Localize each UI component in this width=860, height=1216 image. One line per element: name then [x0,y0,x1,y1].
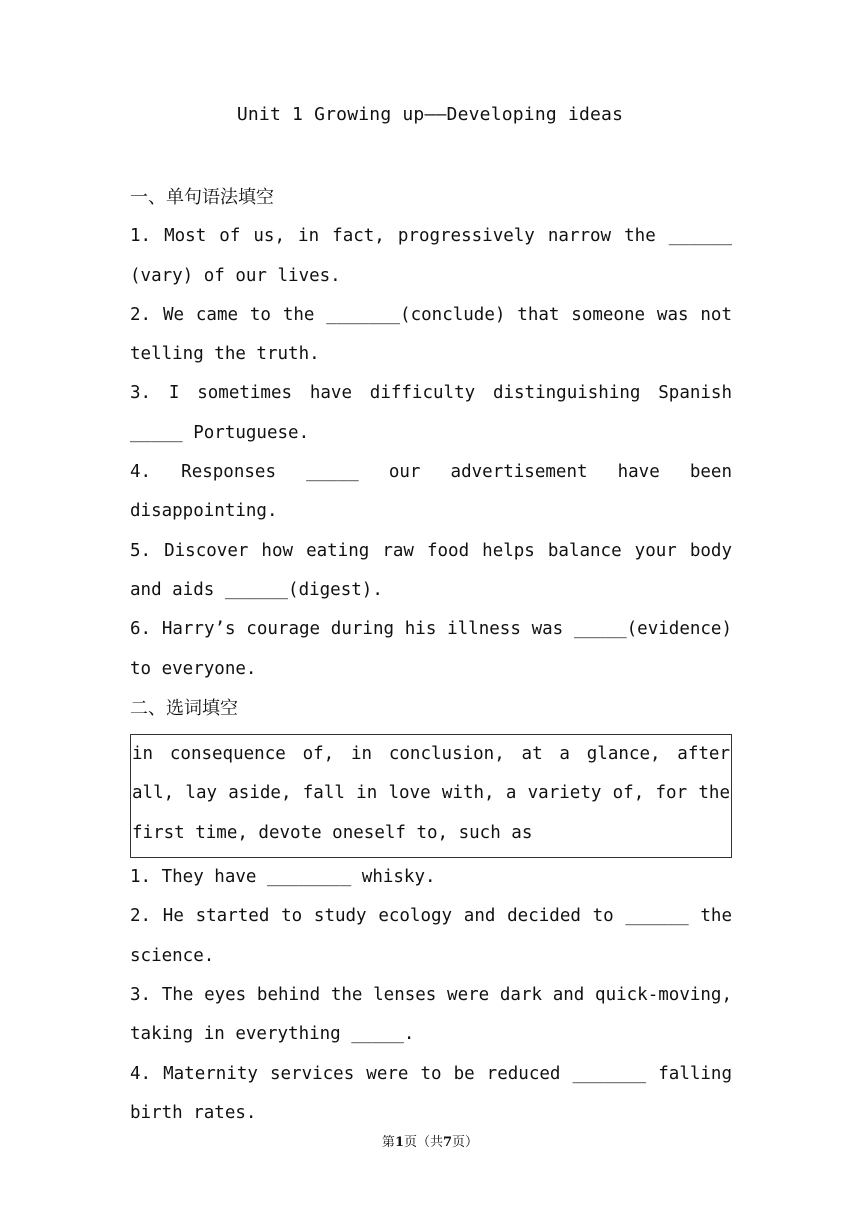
section-heading-word-choice: 二、选词填空 [130,697,238,719]
document-title: Unit 1 Growing up——Developing ideas [236,104,624,125]
footer-current-page: 1 [394,1135,404,1150]
page-footer [0,1131,860,1150]
question-item: 2. We came to the _______(conclude) that someone was not telling the truth. [130,304,732,365]
question-item: 6. Harry’s courage during his illness was _____(evidence) to everyone. [130,619,732,679]
section-heading-grammar: 一、单句语法填空 [130,187,274,208]
question-item: 5. Discover how eating raw food helps balance your body and aids ______(digest). [130,540,732,600]
question-item: 3. The eyes behind the lenses were dark and quick-moving, taking in everything _____. [130,984,732,1045]
question-item: 1. They have ________ whisky. [130,867,436,888]
footer-prefix: 第 [381,1135,395,1150]
footer-total-pages: 7 [443,1135,453,1150]
footer-suffix: 页） [452,1135,479,1150]
question-item: 1. Most of us, in fact, progressively narrow the ______ (vary) of our lives. [130,226,732,286]
question-item: 4. Maternity services were to be reduced _______ falling birth rates. [130,1063,732,1123]
document-body [130,178,732,1133]
word-bank-box: in consequence of, in conclusion, at a glance, after all, lay aside, fall in love with, a variety of, for the first time, devote oneself to, such as [130,734,732,858]
question-item: 2. He started to study ecology and decided to ______ the science. [130,906,732,966]
question-item: 3. I sometimes have difficulty distinguishing Spanish _____ Portuguese. [130,383,732,443]
footer-middle: 页（共 [403,1135,443,1150]
question-item: 4. Responses _____ our advertisement have been disappointing. [130,462,732,522]
